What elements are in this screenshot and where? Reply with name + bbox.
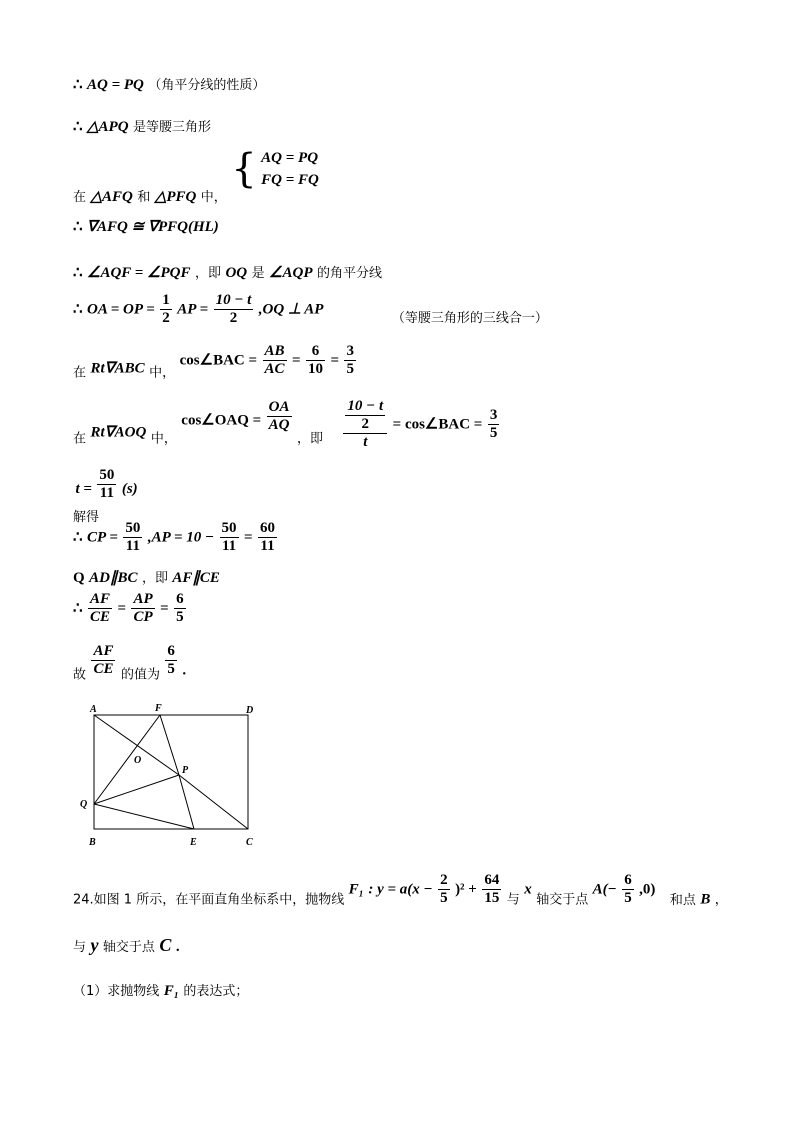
fraction-6-5 xyxy=(174,591,186,626)
math-expr: ,AP = 10 − xyxy=(147,529,215,546)
label-a: A xyxy=(90,704,97,715)
period: . xyxy=(175,939,180,955)
segment-fq xyxy=(94,715,160,804)
label-o: O xyxy=(134,755,142,766)
triangle-abc: Rt∇ABC xyxy=(90,360,145,377)
text-zai: 在 xyxy=(73,365,87,381)
numerator: OA xyxy=(268,398,290,415)
label-p: P xyxy=(182,765,189,776)
math-expr: )² + xyxy=(455,881,477,898)
statement-text: 是等腰三角形 xyxy=(133,120,212,135)
line-parallel xyxy=(73,567,220,587)
geometry-figure xyxy=(78,700,268,855)
problem-intro: 24.如图 1 所示，在平面直角坐标系中，抛物线 xyxy=(73,892,345,908)
math-expr: cos∠OAQ = xyxy=(181,412,262,429)
text-bisector: 的角平分线 xyxy=(316,266,382,281)
equals: = xyxy=(291,352,301,369)
numerator: 1 xyxy=(162,292,170,308)
denominator: AQ xyxy=(268,416,290,433)
text-shi: 是 xyxy=(251,266,265,281)
note: （角平分线的性质） xyxy=(148,78,266,93)
problem-24-line2 xyxy=(73,935,180,956)
line-cp-ap xyxy=(73,520,278,555)
text-zai: 在 xyxy=(73,431,87,447)
line-solve-t xyxy=(73,467,138,525)
variable-y: y xyxy=(90,935,99,955)
fraction-2-5 xyxy=(438,872,450,907)
triangle-pfq: △PFQ xyxy=(154,189,197,205)
fraction-compound xyxy=(343,398,387,451)
text-zhong: 中， xyxy=(200,190,227,205)
denominator: t xyxy=(363,434,368,450)
math-expr: : y = a(x − xyxy=(368,881,433,898)
left-brace: { xyxy=(231,146,257,192)
text-he: 和 xyxy=(137,190,151,205)
fraction-50-11 xyxy=(123,520,142,555)
label-q: Q xyxy=(80,799,88,810)
fraction-oa-aq xyxy=(267,399,292,434)
math-expr: = cos∠BAC = xyxy=(392,416,483,433)
label-e: E xyxy=(190,837,197,848)
line-isosceles xyxy=(73,116,211,136)
equals: = xyxy=(330,352,339,369)
denominator: 5 xyxy=(624,890,632,906)
denominator: 11 xyxy=(99,485,114,501)
segment-pe xyxy=(179,775,194,829)
denominator: 2 xyxy=(229,310,238,326)
equation-2: FQ = FQ xyxy=(261,172,319,188)
triangle-aoq: Rt∇AOQ xyxy=(90,424,147,441)
numerator: 6 xyxy=(167,643,175,659)
equation-system xyxy=(261,147,319,191)
numerator: 64 xyxy=(484,872,500,888)
numerator: 2 xyxy=(440,872,448,888)
denominator: CP xyxy=(133,609,153,625)
numerator: 6 xyxy=(306,343,325,361)
math-expr: ,OQ ⊥ AP xyxy=(258,301,324,318)
fraction-ab-ac xyxy=(263,343,287,378)
text-ji: ，即 xyxy=(296,431,323,447)
fraction-3-5 xyxy=(488,407,500,442)
problem-24-q1 xyxy=(73,980,248,1000)
fraction-af-ce xyxy=(88,591,112,626)
text-yu: 与 xyxy=(73,940,87,955)
fraction-10-t xyxy=(214,292,254,327)
segment-pc xyxy=(179,775,248,829)
comma: ， xyxy=(714,892,728,908)
fraction-6-5 xyxy=(622,872,634,907)
line-oa-op xyxy=(73,292,548,327)
label-c: C xyxy=(246,837,253,848)
triangle-afq: △AFQ xyxy=(90,189,133,205)
text-gu: 故 xyxy=(73,667,87,683)
math-expr: AQ = PQ xyxy=(87,77,144,93)
denominator: CE xyxy=(90,609,111,625)
question-1-text: （1）求抛物线 xyxy=(73,984,160,999)
fraction-6-10 xyxy=(306,343,325,378)
math-expr: AF∥CE xyxy=(172,570,220,586)
line-triangles-system xyxy=(73,147,319,206)
therefore-symbol: ∴ xyxy=(73,301,83,318)
line-ratio xyxy=(73,591,187,626)
fraction-64-15 xyxy=(482,872,501,907)
inner-fraction xyxy=(345,398,385,433)
line-angle-bisector xyxy=(73,262,382,282)
text-zai: 在 xyxy=(73,190,87,205)
text-axis: 轴交于点 xyxy=(536,892,589,908)
line-conclusion xyxy=(73,643,186,683)
equals: = xyxy=(117,600,127,617)
numerator: AF xyxy=(93,643,114,659)
text-ji: ，即 xyxy=(141,571,168,586)
math-expr: OA = OP = xyxy=(87,301,155,318)
because-symbol: Q xyxy=(73,570,85,586)
numerator: 50 xyxy=(99,467,115,483)
question-1-suffix: 的表达式； xyxy=(183,984,249,999)
text-jiede: 解得 xyxy=(73,510,100,525)
denominator: 11 xyxy=(125,538,140,554)
denominator: 5 xyxy=(167,661,175,677)
compound-numerator xyxy=(343,398,387,434)
fraction-ap-cp xyxy=(131,591,154,626)
text-yu: 与 xyxy=(506,892,520,908)
point-b: B xyxy=(700,891,711,908)
segment-qe xyxy=(94,804,194,829)
numerator: AF xyxy=(90,591,111,607)
numerator: AP xyxy=(133,591,153,607)
denominator: 11 xyxy=(260,538,275,554)
denominator: 10 xyxy=(307,361,323,377)
fraction-60-11 xyxy=(258,520,277,555)
equals: = xyxy=(160,600,169,617)
problem-24-line1 xyxy=(73,872,728,909)
text-axis: 轴交于点 xyxy=(102,940,155,955)
segment-fp xyxy=(160,715,179,775)
math-expr: ,0) xyxy=(639,881,656,898)
math-expr: t = xyxy=(75,481,92,497)
text-zhong: 中， xyxy=(149,365,176,381)
numerator: 50 xyxy=(125,520,141,536)
denominator: 5 xyxy=(176,609,184,625)
fraction-3-5 xyxy=(344,343,356,378)
numerator: 50 xyxy=(221,520,237,536)
denominator: CE xyxy=(93,661,114,677)
math-expr: ∇AFQ ≅ ∇PFQ(HL) xyxy=(87,219,219,235)
therefore-symbol: ∴ xyxy=(73,119,83,135)
therefore-symbol: ∴ xyxy=(73,600,83,617)
numerator: 60 xyxy=(260,520,275,536)
denominator: 11 xyxy=(221,538,237,554)
fraction-50-11 xyxy=(220,520,239,555)
math-expr: AP = xyxy=(177,301,209,318)
point-a: A(− xyxy=(592,881,617,898)
segment-ap xyxy=(94,715,179,775)
numerator: 10 − t xyxy=(215,292,252,308)
fraction-af-ce xyxy=(91,643,115,678)
text-and-point: 和点 xyxy=(669,892,696,908)
text-zhong: 中， xyxy=(150,431,177,447)
segment-qp xyxy=(94,775,179,804)
therefore-symbol: ∴ xyxy=(73,529,83,546)
equals: = xyxy=(243,529,253,546)
equation-1: AQ = PQ xyxy=(261,150,319,166)
denominator: 2 xyxy=(361,416,370,432)
text-value: 的值为 xyxy=(120,667,160,683)
label-b: B xyxy=(89,837,96,848)
label-d: D xyxy=(246,705,254,716)
parabola-name: F₁ xyxy=(163,983,179,999)
denominator: AC xyxy=(264,361,285,377)
angle-aqp: ∠AQP xyxy=(269,265,313,281)
triangle-apq: △APQ xyxy=(87,119,129,135)
fraction-6-5 xyxy=(165,643,177,678)
variable-x: x xyxy=(524,881,532,898)
therefore-symbol: ∴ xyxy=(73,219,83,235)
numerator: 3 xyxy=(489,407,498,423)
unit: (s) xyxy=(121,481,138,497)
line-congruent xyxy=(73,217,219,236)
note: （等腰三角形的三线合一） xyxy=(391,310,548,326)
numerator: 10 − t xyxy=(347,398,384,414)
denominator: 15 xyxy=(484,890,500,906)
math-expr: ∠AQF = ∠PQF xyxy=(87,265,191,281)
denominator: 2 xyxy=(162,310,170,326)
denominator: 5 xyxy=(440,890,448,906)
math-expr: cos∠BAC = xyxy=(179,352,258,369)
therefore-symbol: ∴ xyxy=(73,77,83,93)
parabola-name: F₁ xyxy=(348,881,364,898)
fraction-50-11 xyxy=(97,467,116,502)
fraction-half xyxy=(160,292,172,327)
line-cos-bac xyxy=(73,343,357,381)
rectangle-abcd xyxy=(94,715,248,829)
math-expr: CP = xyxy=(87,529,118,546)
denominator: 5 xyxy=(346,361,354,377)
period: . xyxy=(182,662,187,679)
denominator: 5 xyxy=(489,425,498,441)
numerator: 6 xyxy=(176,591,184,607)
line-cos-oaq xyxy=(73,398,500,451)
text-ji: ，即 xyxy=(194,266,221,281)
point-c: C xyxy=(159,935,172,955)
therefore-symbol: ∴ xyxy=(73,265,83,281)
numerator: 3 xyxy=(346,343,354,359)
line-aq-eq-pq xyxy=(73,74,265,94)
math-expr: AD∥BC xyxy=(89,570,138,586)
segment-oq: OQ xyxy=(225,265,248,281)
numerator: 6 xyxy=(624,872,632,888)
numerator: AB xyxy=(264,343,285,359)
label-f: F xyxy=(155,703,162,714)
